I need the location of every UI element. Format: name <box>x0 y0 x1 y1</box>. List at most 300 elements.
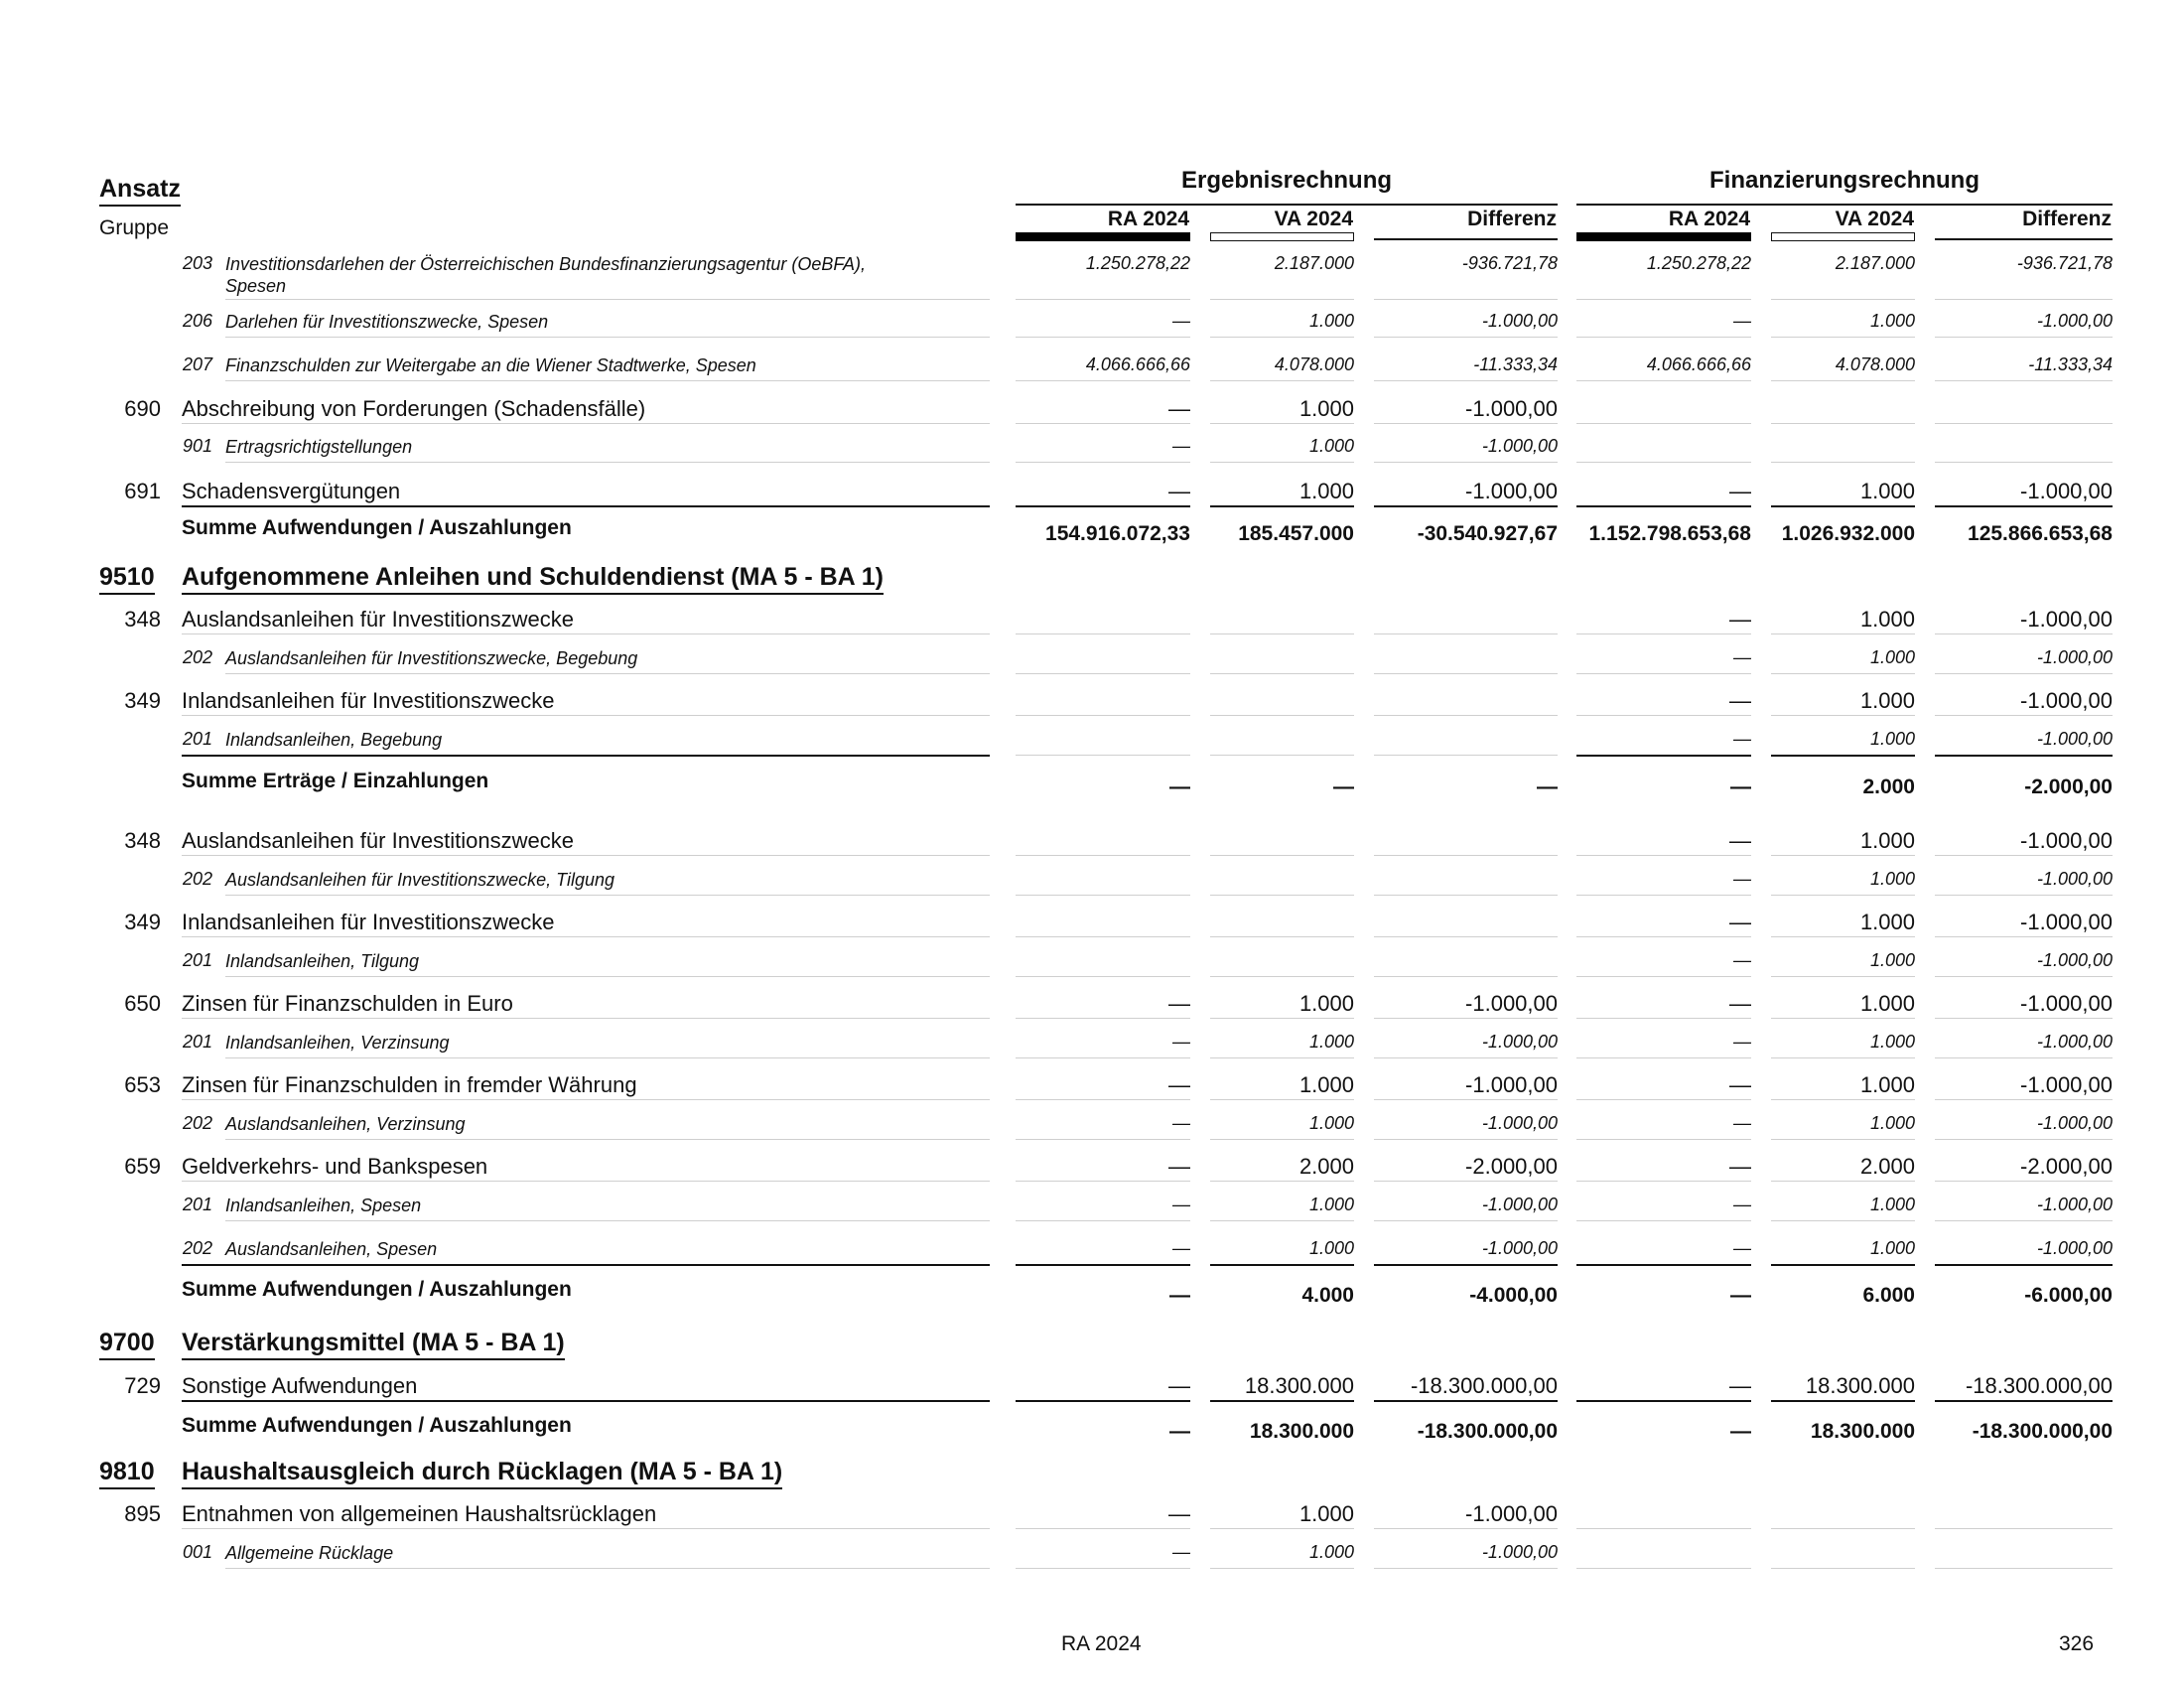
value-cell: -936.721,78 <box>2016 253 2113 273</box>
value-cell: — <box>1729 479 1751 503</box>
cell-divider <box>1935 673 2113 674</box>
cell-divider <box>1374 1400 1558 1402</box>
value-cell: — <box>1729 1072 1751 1097</box>
row-divider <box>182 1099 990 1100</box>
cell-divider <box>1576 380 1751 381</box>
cell-divider <box>1935 380 2113 381</box>
sub-label: Inlandsanleihen, Spesen <box>225 1196 422 1215</box>
sub-number: 206 <box>183 311 213 331</box>
value-cell: -1.000,00 <box>1465 991 1558 1016</box>
cell-divider <box>1374 423 1558 424</box>
sub-label: Auslandsanleihen für Investitionszwecke, Begebung <box>225 648 638 668</box>
cell-divider <box>1576 337 1751 338</box>
value-cell: -1.000,00 <box>2036 647 2113 667</box>
cell-divider <box>1016 1568 1190 1569</box>
value-cell: — <box>1333 775 1354 798</box>
cell-divider <box>1374 1018 1558 1019</box>
value-cell: -6.000,00 <box>2024 1284 2113 1307</box>
value-cell: 18.300.000 <box>1244 1373 1354 1398</box>
row-divider <box>225 1568 990 1569</box>
value-cell: 1.000 <box>1298 991 1354 1016</box>
cell-divider <box>1374 1099 1558 1100</box>
section-number: 9810 <box>99 1458 155 1485</box>
value-cell: 18.300.000 <box>1810 1420 1915 1443</box>
value-cell: 4.066.666,66 <box>1085 354 1190 374</box>
cell-divider <box>1771 1220 1915 1221</box>
value-cell: 1.000 <box>1869 647 1915 667</box>
cell-divider <box>1935 462 2113 463</box>
value-cell: — <box>1729 910 1751 934</box>
cell-divider <box>1374 715 1558 716</box>
value-cell: -18.300.000,00 <box>1417 1420 1558 1443</box>
value-cell: 1.000 <box>1869 729 1915 749</box>
cell-divider <box>1016 1018 1190 1019</box>
value-cell: 2.000 <box>1859 1154 1915 1179</box>
value-cell: — <box>1169 1420 1190 1443</box>
value-cell: — <box>1169 1284 1190 1307</box>
value-cell: -18.300.000,00 <box>1972 1420 2113 1443</box>
row-label: Geldverkehrs- und Bankspesen <box>182 1154 488 1179</box>
cell-divider <box>1210 1139 1354 1140</box>
value-cell: -1.000,00 <box>1465 396 1558 421</box>
value-cell: -18.300.000,00 <box>1965 1373 2113 1398</box>
cell-divider <box>1576 1139 1751 1140</box>
cell-divider <box>1374 755 1558 756</box>
cell-divider <box>1576 1528 1751 1529</box>
cell-divider <box>1935 936 2113 937</box>
value-cell: 1.000 <box>1298 396 1354 421</box>
sub-number: 201 <box>183 1032 213 1052</box>
cell-divider <box>1935 299 2113 300</box>
section-title: Aufgenommene Anleihen und Schuldendienst (MA 5 - BA 1) <box>182 563 884 591</box>
cell-divider <box>1210 715 1354 716</box>
cell-divider <box>1210 1528 1354 1529</box>
cell-divider <box>1576 755 1751 757</box>
value-cell: 1.026.932.000 <box>1781 522 1915 545</box>
value-cell: -1.000,00 <box>2020 910 2113 934</box>
cell-divider <box>1374 673 1558 674</box>
row-label: Inlandsanleihen für Investitionszwecke <box>182 910 555 934</box>
cell-divider <box>1374 1057 1558 1058</box>
value-cell: -18.300.000,00 <box>1410 1373 1558 1398</box>
cell-divider <box>1576 715 1751 716</box>
value-cell: 1.000 <box>1869 950 1915 970</box>
value-cell: -1.000,00 <box>1481 1238 1558 1258</box>
cell-divider <box>1771 1264 1915 1266</box>
cell-divider <box>1016 1139 1190 1140</box>
cell-divider <box>1210 1057 1354 1058</box>
value-cell: -1.000,00 <box>1465 479 1558 503</box>
value-cell: 185.457.000 <box>1238 522 1354 545</box>
value-cell: — <box>1733 1113 1751 1133</box>
row-divider <box>182 1181 990 1182</box>
cell-divider <box>1771 462 1915 463</box>
row-divider <box>225 895 990 896</box>
cell-divider <box>1016 1181 1190 1182</box>
value-cell: — <box>1733 950 1751 970</box>
cell-divider <box>1576 1400 1751 1402</box>
sub-number: 202 <box>183 1238 213 1258</box>
va-bar-outline <box>1210 232 1354 241</box>
cell-divider <box>1935 1099 2113 1100</box>
section-number: 9510 <box>99 563 155 591</box>
row-label: Auslandsanleihen für Investitionszwecke <box>182 607 575 632</box>
cell-divider <box>1771 1057 1915 1058</box>
cell-divider <box>1576 1568 1751 1569</box>
value-cell: -1.000,00 <box>2036 869 2113 889</box>
cell-divider <box>1016 380 1190 381</box>
value-cell: 1.250.278,22 <box>1646 253 1751 273</box>
cell-divider <box>1374 936 1558 937</box>
row-divider <box>225 976 990 977</box>
value-cell: — <box>1733 869 1751 889</box>
value-cell: -1.000,00 <box>1481 1542 1558 1562</box>
cell-divider <box>1771 895 1915 896</box>
cell-divider <box>1576 299 1751 300</box>
col-header-ra-2024-ergebnis: RA 2024 <box>1016 207 1190 240</box>
col-header-va-2024-finanzierung: VA 2024 <box>1771 207 1915 240</box>
cell-divider <box>1016 855 1190 856</box>
section-number-underline <box>99 1487 155 1489</box>
sub-label: Inlandsanleihen, Tilgung <box>225 951 419 971</box>
value-cell: 1.000 <box>1308 1113 1354 1133</box>
row-divider <box>182 1018 990 1019</box>
value-cell: -1.000,00 <box>1481 1032 1558 1052</box>
sub-number: 201 <box>183 729 213 749</box>
section-number-underline <box>99 1358 155 1360</box>
cell-divider <box>1771 1181 1915 1182</box>
cell-divider <box>1016 715 1190 716</box>
cell-divider <box>1771 1139 1915 1140</box>
row-divider <box>182 1400 990 1402</box>
value-cell: -2.000,00 <box>1465 1154 1558 1179</box>
value-cell: — <box>1168 1072 1190 1097</box>
sub-label: Inlandsanleihen, Verzinsung <box>225 1033 450 1053</box>
cell-divider <box>1210 1568 1354 1569</box>
cell-divider <box>1210 1181 1354 1182</box>
cell-divider <box>1935 1018 2113 1019</box>
ra-bar-solid <box>1016 232 1190 241</box>
value-cell: 18.300.000 <box>1805 1373 1915 1398</box>
col-header-va-2024-ergebnis: VA 2024 <box>1210 207 1354 240</box>
row-divider <box>182 505 990 507</box>
group-line-finanzierung <box>1576 204 2113 206</box>
cell-divider <box>1576 855 1751 856</box>
cell-divider <box>1576 1220 1751 1221</box>
value-cell: — <box>1730 1284 1751 1307</box>
sum-label: Summe Aufwendungen / Auszahlungen <box>182 516 572 539</box>
value-cell: 154.916.072,33 <box>1045 522 1190 545</box>
row-label: Sonstige Aufwendungen <box>182 1373 418 1398</box>
cell-divider <box>1771 1018 1915 1019</box>
cell-divider <box>1210 673 1354 674</box>
cell-divider <box>1935 1528 2113 1529</box>
value-cell: -1.000,00 <box>2036 1238 2113 1258</box>
value-cell: 18.300.000 <box>1249 1420 1354 1443</box>
cell-divider <box>1016 1400 1190 1402</box>
value-cell: -1.000,00 <box>1481 311 1558 331</box>
value-cell: — <box>1172 1542 1190 1562</box>
cell-divider <box>1935 1220 2113 1221</box>
sub-label: Ertragsrichtigstellungen <box>225 437 413 457</box>
group-line-ergebnis <box>1016 204 1558 206</box>
value-cell: 1.000 <box>1859 991 1915 1016</box>
cell-divider <box>1016 976 1190 977</box>
row-divider <box>225 462 990 463</box>
value-cell: — <box>1168 1373 1190 1398</box>
value-cell: -11.333,34 <box>1473 354 1558 374</box>
cell-divider <box>1576 895 1751 896</box>
cell-divider <box>1935 1400 2113 1402</box>
cell-divider <box>1771 1528 1915 1529</box>
sub-number: 901 <box>183 436 213 456</box>
sub-label: Auslandsanleihen für Investitionszwecke, Tilgung <box>225 870 615 890</box>
page-number: 326 <box>2059 1632 2095 1655</box>
value-cell: 1.000 <box>1869 1113 1915 1133</box>
value-cell: -1.000,00 <box>2020 607 2113 632</box>
ra-bar-solid <box>1576 232 1751 241</box>
column-header-ansatz: Ansatz <box>99 175 181 203</box>
value-cell: -1.000,00 <box>2036 729 2113 749</box>
cell-divider <box>1935 855 2113 856</box>
cell-divider <box>1374 855 1558 856</box>
cell-divider <box>1374 1264 1558 1266</box>
value-cell: 2.000 <box>1298 1154 1354 1179</box>
value-cell: — <box>1730 775 1751 798</box>
sum-label: Summe Erträge / Einzahlungen <box>182 770 489 792</box>
value-cell: 1.000 <box>1869 1195 1915 1214</box>
cell-divider <box>1016 423 1190 424</box>
cell-divider <box>1210 976 1354 977</box>
cell-divider <box>1771 755 1915 757</box>
col-header-differenz-ergebnis: Differenz <box>1374 207 1558 240</box>
section-number: 9700 <box>99 1329 155 1356</box>
value-cell: -1.000,00 <box>2020 688 2113 713</box>
value-cell: 1.000 <box>1298 1501 1354 1526</box>
cell-divider <box>1935 1568 2113 1569</box>
cell-divider <box>1016 633 1190 634</box>
cell-divider <box>1016 1528 1190 1529</box>
row-divider <box>225 337 990 338</box>
row-divider <box>182 1528 990 1529</box>
value-cell: -11.333,34 <box>2028 354 2113 374</box>
value-cell: — <box>1729 688 1751 713</box>
value-cell: 2.000 <box>1862 775 1915 798</box>
value-cell: 1.000 <box>1859 607 1915 632</box>
cell-divider <box>1771 505 1915 507</box>
cell-divider <box>1210 633 1354 634</box>
row-label: Inlandsanleihen für Investitionszwecke <box>182 688 555 713</box>
value-cell: 4.078.000 <box>1274 354 1354 374</box>
cell-divider <box>1771 855 1915 856</box>
cell-divider <box>1576 462 1751 463</box>
sum-label: Summe Aufwendungen / Auszahlungen <box>182 1414 572 1437</box>
cell-divider <box>1016 1057 1190 1058</box>
value-cell: -936.721,78 <box>1461 253 1558 273</box>
row-label: Auslandsanleihen für Investitionszwecke <box>182 828 575 853</box>
cell-divider <box>1210 936 1354 937</box>
row-divider <box>225 1220 990 1221</box>
cell-divider <box>1576 505 1751 507</box>
sub-number: 202 <box>183 647 213 667</box>
row-label: Entnahmen von allgemeinen Haushaltsrücklagen <box>182 1501 657 1526</box>
row-divider <box>182 633 990 634</box>
sum-label: Summe Aufwendungen / Auszahlungen <box>182 1278 572 1301</box>
cell-divider <box>1576 1057 1751 1058</box>
value-cell: 1.000 <box>1308 1032 1354 1052</box>
value-cell: — <box>1168 1501 1190 1526</box>
sub-number: 202 <box>183 869 213 889</box>
group-number: 653 <box>124 1072 161 1097</box>
value-cell: -1.000,00 <box>2036 311 2113 331</box>
cell-divider <box>1935 1057 2113 1058</box>
section-title-underline <box>182 1358 565 1360</box>
cell-divider <box>1016 936 1190 937</box>
cell-divider <box>1374 1568 1558 1569</box>
group-number: 348 <box>124 828 161 853</box>
value-cell: -2.000,00 <box>2020 1154 2113 1179</box>
value-cell: 4.078.000 <box>1835 354 1915 374</box>
cell-divider <box>1210 380 1354 381</box>
row-label: Abschreibung von Forderungen (Schadensfälle) <box>182 396 646 421</box>
cell-divider <box>1935 633 2113 634</box>
row-divider <box>182 855 990 856</box>
cell-divider <box>1576 1264 1751 1266</box>
value-cell: -1.000,00 <box>2036 1032 2113 1052</box>
cell-divider <box>1016 337 1190 338</box>
sub-label: Auslandsanleihen, Spesen <box>225 1239 438 1259</box>
value-cell: 1.000 <box>1869 1238 1915 1258</box>
cell-divider <box>1210 895 1354 896</box>
col-header-differenz-finanzierung: Differenz <box>1935 207 2113 240</box>
value-cell: 6.000 <box>1862 1284 1915 1307</box>
cell-divider <box>1935 976 2113 977</box>
value-cell: 1.000 <box>1859 828 1915 853</box>
value-cell: — <box>1168 1154 1190 1179</box>
row-divider <box>225 380 990 381</box>
section-number-underline <box>99 593 155 595</box>
cell-divider <box>1771 423 1915 424</box>
value-cell: — <box>1168 396 1190 421</box>
cell-divider <box>1771 936 1915 937</box>
cell-divider <box>1016 299 1190 300</box>
cell-divider <box>1576 976 1751 977</box>
value-cell: 1.000 <box>1869 869 1915 889</box>
col-header-ra-2024-finanzierung: RA 2024 <box>1576 207 1751 240</box>
sub-number: 202 <box>183 1113 213 1133</box>
value-cell: — <box>1733 1195 1751 1214</box>
value-cell: — <box>1730 1420 1751 1443</box>
group-number: 691 <box>124 479 161 503</box>
cell-divider <box>1771 1400 1915 1402</box>
cell-divider <box>1576 936 1751 937</box>
row-divider <box>182 755 990 757</box>
sub-number: 203 <box>183 253 213 273</box>
cell-divider <box>1210 755 1354 756</box>
value-cell: — <box>1172 1238 1190 1258</box>
value-cell: — <box>1172 311 1190 331</box>
group-title-ergebnisrechnung: Ergebnisrechnung <box>1180 167 1393 194</box>
cell-divider <box>1771 673 1915 674</box>
section-title: Verstärkungsmittel (MA 5 - BA 1) <box>182 1329 565 1356</box>
value-cell: 1.000 <box>1859 910 1915 934</box>
cell-divider <box>1210 1400 1354 1402</box>
row-divider <box>225 1139 990 1140</box>
cell-divider <box>1016 1264 1190 1266</box>
value-cell: — <box>1729 607 1751 632</box>
value-cell: 1.000 <box>1308 1542 1354 1562</box>
row-divider <box>182 1264 990 1266</box>
cell-divider <box>1576 673 1751 674</box>
sub-label: Auslandsanleihen, Verzinsung <box>225 1114 466 1134</box>
group-number: 348 <box>124 607 161 632</box>
cell-divider <box>1210 855 1354 856</box>
cell-divider <box>1576 633 1751 634</box>
value-cell: 1.000 <box>1298 479 1354 503</box>
sub-number: 201 <box>183 950 213 970</box>
row-label: Schadensvergütungen <box>182 479 401 503</box>
value-cell: — <box>1733 1032 1751 1052</box>
cell-divider <box>1771 299 1915 300</box>
sub-number: 001 <box>183 1542 213 1562</box>
sub-label: Darlehen für Investitionszwecke, Spesen <box>225 312 549 332</box>
cell-divider <box>1935 1264 2113 1266</box>
cell-divider <box>1771 715 1915 716</box>
value-cell: 4.000 <box>1301 1284 1354 1307</box>
value-cell: — <box>1733 1238 1751 1258</box>
value-cell: -1.000,00 <box>2036 1195 2113 1214</box>
value-cell: 4.066.666,66 <box>1646 354 1751 374</box>
section-title-underline <box>182 1487 782 1489</box>
cell-divider <box>1576 1018 1751 1019</box>
cell-divider <box>1771 1099 1915 1100</box>
cell-divider <box>1210 299 1354 300</box>
value-cell: 1.000 <box>1308 436 1354 456</box>
cell-divider <box>1374 505 1558 507</box>
group-number: 690 <box>124 396 161 421</box>
value-cell: -1.000,00 <box>1481 1195 1558 1214</box>
value-cell: -1.000,00 <box>1481 436 1558 456</box>
value-cell: 1.000 <box>1869 1032 1915 1052</box>
value-cell: — <box>1172 1032 1190 1052</box>
cell-divider <box>1374 1139 1558 1140</box>
value-cell: -1.000,00 <box>2020 991 2113 1016</box>
sub-label-continued: Spesen <box>225 276 287 296</box>
value-cell: 1.000 <box>1869 311 1915 331</box>
value-cell: -1.000,00 <box>2036 950 2113 970</box>
cell-divider <box>1374 337 1558 338</box>
cell-divider <box>1210 1264 1354 1266</box>
value-cell: -1.000,00 <box>1465 1072 1558 1097</box>
cell-divider <box>1935 895 2113 896</box>
cell-divider <box>1210 1018 1354 1019</box>
cell-divider <box>1935 1139 2113 1140</box>
sub-number: 207 <box>183 354 213 374</box>
group-number: 349 <box>124 910 161 934</box>
sub-label: Inlandsanleihen, Begebung <box>225 730 443 750</box>
value-cell: — <box>1729 828 1751 853</box>
value-cell: 125.866.653,68 <box>1968 522 2113 545</box>
cell-divider <box>1210 462 1354 463</box>
section-title: Haushaltsausgleich durch Rücklagen (MA 5 - BA 1) <box>182 1458 783 1485</box>
cell-divider <box>1576 1099 1751 1100</box>
cell-divider <box>1935 505 2113 507</box>
row-label: Zinsen für Finanzschulden in fremder Währung <box>182 1072 637 1097</box>
cell-divider <box>1771 380 1915 381</box>
row-divider <box>182 936 990 937</box>
cell-divider <box>1576 423 1751 424</box>
value-cell: 1.000 <box>1859 479 1915 503</box>
